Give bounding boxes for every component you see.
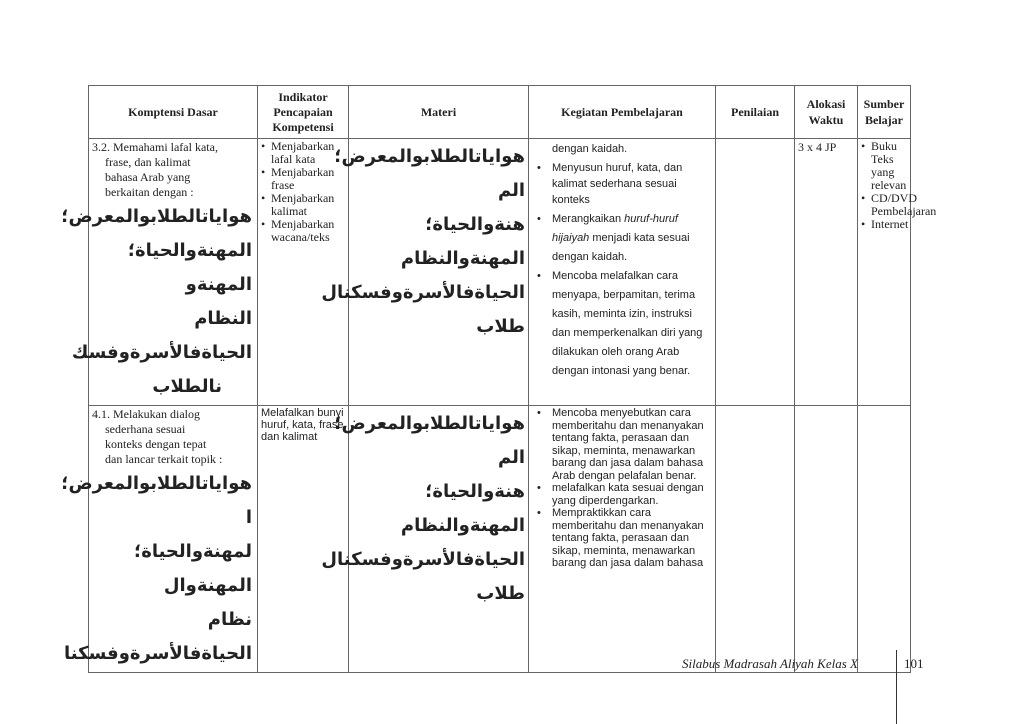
list-item: • Merangkaikan huruf-huruf (532, 210, 712, 229)
list-item: • Internet (861, 218, 907, 231)
list-item: • Mencoba menyebutkan cara (532, 407, 712, 420)
kegiatan-cell: dengan kaidah. • Menyusun huruf, kata, dan kalimat sederhana sesuai konteks • Merangkaikan huruf-huruf hijaiyah menjadi kata sesuai dengan kaidah. • Mencoba melafalkan cara menyapa, berpamitan, terima kasih, meminta izin, instruksi dan memperkenalkan diri yang dilakukan oleh orang Arab dengan intonasi yang benar. (529, 139, 716, 406)
header-indikator: Indikator Pencapaian Kompetensi (258, 86, 349, 139)
indikator-cell: Melafalkan bunyi huruf, kata, frase dan kalimat (258, 406, 349, 673)
header-sumber: Sumber Belajar (858, 86, 911, 139)
list-item: • Mencoba melafalkan cara (532, 267, 712, 286)
header-alokasi: Alokasi Waktu (795, 86, 858, 139)
list-item: • melafalkan kata sesuai dengan (532, 482, 712, 495)
header-kegiatan: Kegiatan Pembelajaran (529, 86, 716, 139)
list-item: • CD/DVD Pembelajaran (861, 192, 907, 218)
kd-arabic-topic: هواياتالطلابوالمعرض؛ المهنةوالحياة؛المهنةو النظام الحياةفالأسرةوفسك نالطلاب (61, 206, 252, 397)
materi-cell (321, 406, 529, 673)
kd-arabic-topic: هواياتالطلابوالمعرض؛ا لمهنةوالحياة؛المهنةوال نظام الحياةفالأسرةوفسكنا (61, 473, 252, 664)
alokasi-cell (795, 406, 858, 673)
sumber-cell (858, 406, 911, 673)
materi-arabic: هواياتالطلابوالمعرض؛الم هنةوالحياة؛المهنةوالنظام الحياةفالأسرةوفسكنال طلاب (321, 146, 525, 337)
materi-arabic: هواياتالطلابوالمعرض؛الم هنةوالحياة؛المهنةوالنظام الحياةفالأسرةوفسكنال طلاب (321, 413, 525, 604)
list-item: • Menjabarkan wacana/teks (261, 218, 345, 244)
page-number: 101 (904, 656, 924, 671)
header-penilaian: Penilaian (716, 86, 795, 139)
list-item: • Buku Teks yang relevan (861, 140, 907, 192)
kd-cell: 3.2. Memahami lafal kata, frase, dan kalimat bahasa Arab yang berkaitan dengan : هواياتالطلابوالمعرض؛ المهنةوالحياة؛المهنةو النظام الحياةفالأسرةوفسك نالطلاب (89, 139, 258, 406)
table-row (89, 406, 911, 673)
header-row (89, 86, 911, 139)
list-item: • Menjabarkan frase (261, 166, 345, 192)
list-item: • Menjabarkan kalimat (261, 192, 345, 218)
footer-divider (896, 650, 897, 724)
penilaian-cell (716, 139, 795, 406)
penilaian-cell (716, 406, 795, 673)
sumber-cell (858, 139, 937, 406)
list-item: • Menjabarkan lafal kata (261, 140, 345, 166)
list-item: • Mempraktikkan cara (532, 507, 712, 520)
header-kompetensi-dasar: Komptensi Dasar (89, 86, 258, 139)
footer-title: Silabus Madrasah Aliyah Kelas X (682, 656, 858, 671)
list-item: • Menyusun huruf, kata, dan (532, 159, 712, 178)
table-row (89, 139, 911, 406)
indikator-cell (258, 139, 349, 406)
kegiatan-cell: • Mencoba menyebutkan cara memberitahu dan menanyakan tentang fakta, perasaan dan sikap, meminta, menawarkan barang dan jasa dalam bahasa Arab dengan pelafalan benar. • melafalkan kata sesuai dengan yang diperdengarkan. • Mempraktikkan cara memberitahu dan menanyakan tentang fakta, perasaan dan sikap, meminta, menawarkan barang dan jasa dalam bahasa (529, 406, 716, 673)
alokasi-cell: 3 x 4 JP (795, 139, 858, 406)
kd-cell: 4.1. Melakukan dialog sederhana sesuai konteks dengan tepat dan lancar terkait topik : هواياتالطلابوالمعرض؛ا لمهنةوالحياة؛المهنةوال نظام الحياةفالأسرةوفسكنا (89, 406, 258, 673)
header-materi: Materi (349, 86, 529, 139)
materi-cell (321, 139, 529, 406)
